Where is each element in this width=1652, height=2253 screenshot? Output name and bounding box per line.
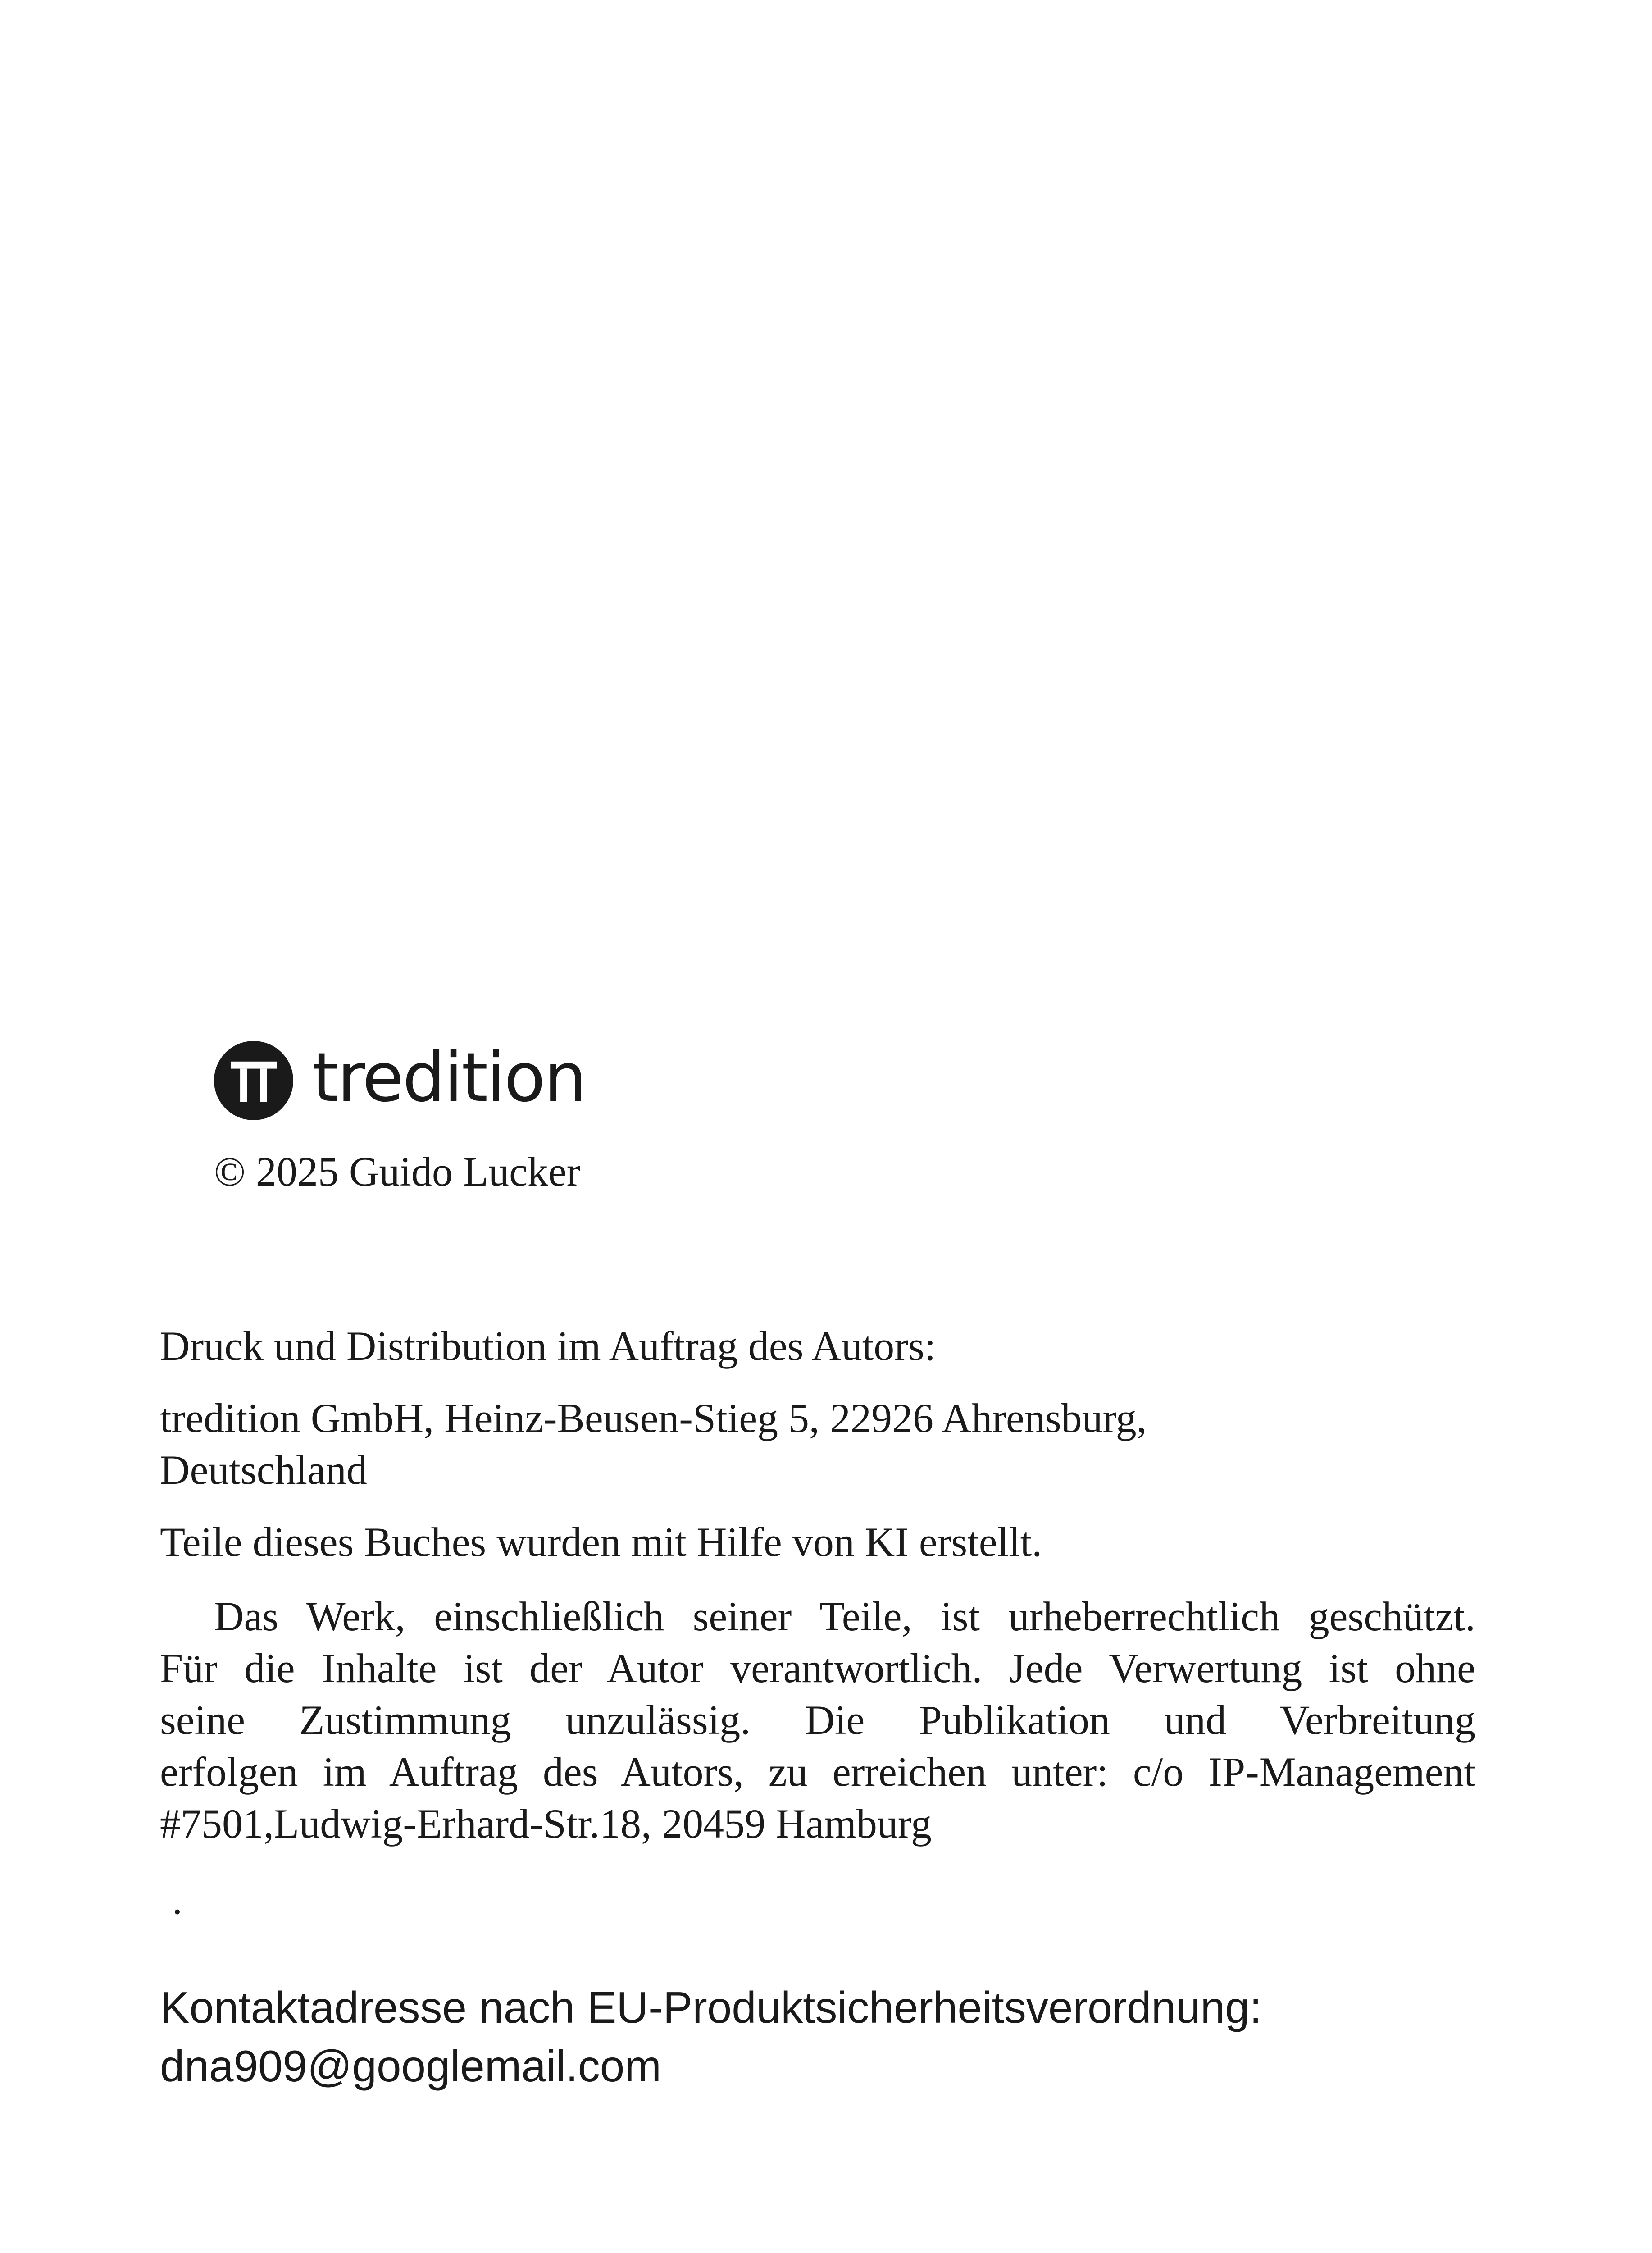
ai-notice: Teile dieses Buches wurden mit Hilfe von KI erstellt. [160,1519,1042,1565]
publisher-address-line: Deutschland [160,1447,367,1493]
logo-wordmark: tredition [312,1039,586,1117]
rights-line: Für die Inhalte ist der Autor verantwortlich. Jede Verwertung ist ohne [160,1645,1475,1691]
rights-line: #7501,Ludwig-Erhard-Str.18, 20459 Hamburg [160,1801,932,1847]
rights-line: Das Werk, einschließlich seiner Teile, ist urheberrechtlich geschützt. [214,1593,1475,1639]
contact-email: dna909@googlemail.com [160,2041,661,2091]
distribution-heading: Druck und Distribution im Auftrag des Autors: [160,1323,936,1369]
rights-paragraph [160,1591,1475,1850]
rights-line: erfolgen im Auftrag des Autors, zu erreichen unter: c/o IP-Management [160,1749,1475,1795]
rights-line: seine Zustimmung unzulässig. Die Publikation und Verbreitung [160,1697,1475,1743]
publisher-address-line: tredition GmbH, Heinz-Beusen-Stieg 5, 22926 Ahrensburg, [160,1395,1147,1441]
publisher-address [160,1392,1475,1496]
contact-block [160,1978,1262,2095]
separator-dot: . [172,1877,182,1923]
publisher-logo [214,1040,586,1121]
copyright-notice: © 2025 Guido Lucker [214,1149,581,1195]
tredition-logo-icon [214,1041,293,1120]
contact-label: Kontaktadresse nach EU-Produktsicherheitsverordnung: [160,1983,1262,2032]
